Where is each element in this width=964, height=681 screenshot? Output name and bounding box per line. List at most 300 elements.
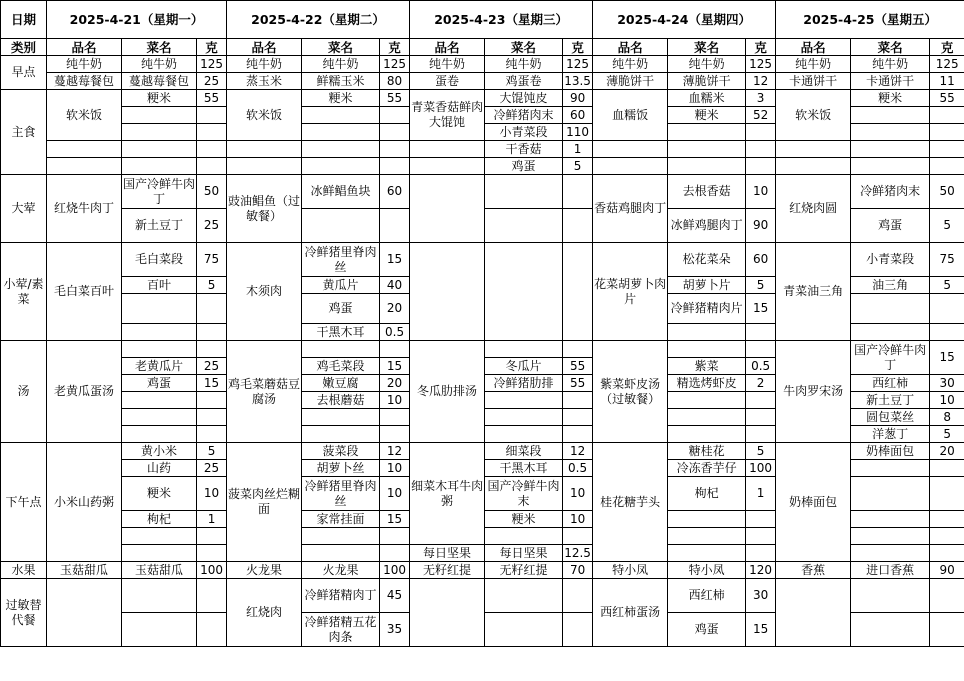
dish-name: 小米山药粥 <box>47 443 122 562</box>
empty-cell <box>197 528 227 545</box>
dish-name: 紫菜虾皮汤（过敏餐） <box>593 341 668 443</box>
empty-cell <box>668 158 746 175</box>
ingredient-name: 蔓越莓餐包 <box>122 73 197 90</box>
dish-col-header: 品名 <box>47 39 122 56</box>
ingredient-name: 粳米 <box>122 90 197 107</box>
dish-name: 鸡毛菜蘑菇豆腐汤 <box>227 341 302 443</box>
gram-col-header: 克 <box>197 39 227 56</box>
ingredient-name: 鸡蛋 <box>668 613 746 647</box>
empty-cell <box>930 141 964 158</box>
ingredient-name: 纯牛奶 <box>302 56 380 73</box>
ingredient-grams: 100 <box>197 562 227 579</box>
ingredient-grams: 10 <box>563 511 593 528</box>
empty-cell <box>380 426 410 443</box>
dish-name: 软米饭 <box>47 90 122 141</box>
ingredient-grams: 30 <box>746 579 776 613</box>
empty-cell <box>851 579 930 613</box>
ingredient-name: 纯牛奶 <box>851 56 930 73</box>
ingredient-name: 小青菜段 <box>851 243 930 277</box>
ingredient-name: 松花菜朵 <box>668 243 746 277</box>
ingredient-name: 胡萝卜片 <box>668 277 746 294</box>
empty-cell <box>197 124 227 141</box>
ingredient-grams: 10 <box>930 392 964 409</box>
dish-name: 细菜木耳牛肉粥 <box>410 443 485 545</box>
empty-cell <box>930 124 964 141</box>
dish-name: 特小凤 <box>593 562 668 579</box>
dish-name: 西红柿蛋汤 <box>593 579 668 647</box>
ingredient-name: 冬瓜片 <box>485 358 563 375</box>
ingredient-name: 糖桂花 <box>668 443 746 460</box>
ingredient-name: 冷鲜猪肉末 <box>485 107 563 124</box>
ingredient-name: 特小凤 <box>668 562 746 579</box>
ingredient-name: 鸡蛋卷 <box>485 73 563 90</box>
day-header: 2025-4-21（星期一） <box>47 1 227 39</box>
empty-cell <box>668 511 746 528</box>
empty-cell <box>122 324 197 341</box>
ingredient-grams: 60 <box>380 175 410 209</box>
empty-cell <box>485 613 563 647</box>
ingredient-grams: 10 <box>380 477 410 511</box>
empty-cell <box>851 528 930 545</box>
ingredient-grams: 11 <box>930 73 964 90</box>
empty-cell <box>668 409 746 426</box>
ingredient-name: 冷鲜猪精五花肉条 <box>302 613 380 647</box>
ingredient-name: 西红柿 <box>668 579 746 613</box>
ingredient-grams: 75 <box>930 243 964 277</box>
empty-cell <box>485 409 563 426</box>
dish-name: 蒸玉米 <box>227 73 302 90</box>
ingredient-grams: 90 <box>746 209 776 243</box>
ingredient-grams: 15 <box>380 243 410 277</box>
empty-cell <box>746 409 776 426</box>
ingredient-col-header: 菜名 <box>122 39 197 56</box>
empty-cell <box>122 579 197 613</box>
dish-name: 牛肉罗宋汤 <box>776 341 851 443</box>
ingredient-name: 小青菜段 <box>485 124 563 141</box>
ingredient-grams: 12 <box>563 443 593 460</box>
empty-cell <box>776 579 851 647</box>
empty-cell <box>302 528 380 545</box>
empty-cell <box>302 409 380 426</box>
empty-cell <box>563 175 593 209</box>
ingredient-col-header: 菜名 <box>668 39 746 56</box>
empty-cell <box>380 409 410 426</box>
dish-name: 纯牛奶 <box>227 56 302 73</box>
empty-cell <box>668 341 746 358</box>
empty-cell <box>668 124 746 141</box>
ingredient-name: 国产冷鲜牛肉末 <box>485 477 563 511</box>
empty-cell <box>197 341 227 358</box>
ingredient-grams: 125 <box>746 56 776 73</box>
dish-name: 红烧牛肉丁 <box>47 175 122 243</box>
ingredient-name: 圆包菜丝 <box>851 409 930 426</box>
empty-cell <box>122 124 197 141</box>
empty-cell <box>930 294 964 324</box>
ingredient-name: 紫菜 <box>668 358 746 375</box>
empty-cell <box>668 426 746 443</box>
empty-cell <box>380 141 410 158</box>
ingredient-name: 卡通饼干 <box>851 73 930 90</box>
ingredient-grams: 60 <box>746 243 776 277</box>
ingredient-grams: 10 <box>746 175 776 209</box>
dish-col-header: 品名 <box>227 39 302 56</box>
ingredient-name: 鸡蛋 <box>302 294 380 324</box>
empty-cell <box>930 528 964 545</box>
category-soup: 汤 <box>1 341 47 443</box>
ingredient-name: 新土豆丁 <box>122 209 197 243</box>
dish-name: 菠菜肉丝烂糊面 <box>227 443 302 562</box>
ingredient-name: 洋葱丁 <box>851 426 930 443</box>
empty-cell <box>851 141 930 158</box>
ingredient-grams: 1 <box>563 141 593 158</box>
gram-col-header: 克 <box>746 39 776 56</box>
empty-cell <box>746 141 776 158</box>
empty-cell <box>776 158 851 175</box>
ingredient-grams: 5 <box>197 443 227 460</box>
ingredient-name: 冷冻香芋仔 <box>668 460 746 477</box>
dish-name: 软米饭 <box>776 90 851 141</box>
empty-cell <box>47 141 122 158</box>
ingredient-name: 新土豆丁 <box>851 392 930 409</box>
ingredient-name: 粳米 <box>668 107 746 124</box>
ingredient-name: 粳米 <box>302 90 380 107</box>
ingredient-name: 家常挂面 <box>302 511 380 528</box>
ingredient-grams: 15 <box>380 358 410 375</box>
empty-cell <box>197 409 227 426</box>
empty-cell <box>380 107 410 124</box>
empty-cell <box>197 579 227 613</box>
empty-cell <box>851 294 930 324</box>
empty-cell <box>930 107 964 124</box>
ingredient-grams: 125 <box>197 56 227 73</box>
ingredient-grams: 0.5 <box>380 324 410 341</box>
empty-cell <box>197 141 227 158</box>
ingredient-grams: 55 <box>563 358 593 375</box>
ingredient-name: 奶棒面包 <box>851 443 930 460</box>
empty-cell <box>851 460 930 477</box>
empty-cell <box>851 545 930 562</box>
empty-cell <box>930 158 964 175</box>
empty-cell <box>746 528 776 545</box>
dish-name: 卡通饼干 <box>776 73 851 90</box>
dish-name: 薄脆饼干 <box>593 73 668 90</box>
empty-cell <box>380 528 410 545</box>
ingredient-grams: 35 <box>380 613 410 647</box>
empty-cell <box>410 175 485 243</box>
empty-cell <box>197 158 227 175</box>
empty-cell <box>746 392 776 409</box>
dish-name: 桂花糖芋头 <box>593 443 668 562</box>
day-header: 2025-4-22（星期二） <box>227 1 410 39</box>
ingredient-grams: 10 <box>563 477 593 511</box>
empty-cell <box>122 341 197 358</box>
dish-name: 玉菇甜瓜 <box>47 562 122 579</box>
empty-cell <box>563 579 593 613</box>
dish-name: 红烧肉圆 <box>776 175 851 243</box>
ingredient-grams: 80 <box>380 73 410 90</box>
ingredient-name: 玉菇甜瓜 <box>122 562 197 579</box>
empty-cell <box>227 158 302 175</box>
day-header: 2025-4-25（星期五） <box>776 1 964 39</box>
empty-cell <box>485 209 563 243</box>
ingredient-col-header: 菜名 <box>302 39 380 56</box>
empty-cell <box>668 324 746 341</box>
ingredient-name: 冷鲜猪精肉片 <box>668 294 746 324</box>
ingredient-name: 大馄饨皮 <box>485 90 563 107</box>
dish-name: 纯牛奶 <box>593 56 668 73</box>
empty-cell <box>227 141 302 158</box>
ingredient-name: 无籽红提 <box>485 562 563 579</box>
ingredient-name: 冰鲜鲳鱼块 <box>302 175 380 209</box>
empty-cell <box>851 511 930 528</box>
ingredient-name: 西红柿 <box>851 375 930 392</box>
ingredient-name: 薄脆饼干 <box>668 73 746 90</box>
ingredient-grams: 10 <box>380 392 410 409</box>
ingredient-grams: 125 <box>380 56 410 73</box>
ingredient-name: 枸杞 <box>122 511 197 528</box>
empty-cell <box>302 141 380 158</box>
empty-cell <box>302 107 380 124</box>
empty-cell <box>563 613 593 647</box>
ingredient-name: 国产冷鲜牛肉丁 <box>122 175 197 209</box>
category-veg: 小荤/素菜 <box>1 243 47 341</box>
ingredient-grams: 5 <box>930 426 964 443</box>
dish-col-header: 品名 <box>776 39 851 56</box>
ingredient-name: 干黑木耳 <box>302 324 380 341</box>
empty-cell <box>485 528 563 545</box>
day-header: 2025-4-24（星期四） <box>593 1 776 39</box>
ingredient-name: 油三角 <box>851 277 930 294</box>
category-allergy: 过敏替代餐 <box>1 579 47 647</box>
ingredient-name: 血糯米 <box>668 90 746 107</box>
category-breakfast: 早点 <box>1 56 47 90</box>
ingredient-name: 嫩豆腐 <box>302 375 380 392</box>
gram-col-header: 克 <box>563 39 593 56</box>
ingredient-grams: 10 <box>197 477 227 511</box>
ingredient-name: 去根蘑菇 <box>302 392 380 409</box>
ingredient-col-header: 菜名 <box>851 39 930 56</box>
date-label: 日期 <box>1 1 47 39</box>
category-meat: 大荤 <box>1 175 47 243</box>
ingredient-grams: 45 <box>380 579 410 613</box>
gram-col-header: 克 <box>930 39 964 56</box>
empty-cell <box>930 579 964 613</box>
empty-cell <box>302 209 380 243</box>
ingredient-name: 粳米 <box>851 90 930 107</box>
ingredient-grams: 40 <box>380 277 410 294</box>
empty-cell <box>410 141 485 158</box>
empty-cell <box>122 613 197 647</box>
dish-name: 血糯饭 <box>593 90 668 141</box>
empty-cell <box>197 324 227 341</box>
category-staple: 主食 <box>1 90 47 175</box>
dish-name: 老黄瓜蛋汤 <box>47 341 122 443</box>
empty-cell <box>563 528 593 545</box>
ingredient-name: 粳米 <box>122 477 197 511</box>
ingredient-grams: 12 <box>380 443 410 460</box>
empty-cell <box>563 426 593 443</box>
dish-name: 纯牛奶 <box>410 56 485 73</box>
ingredient-name: 枸杞 <box>668 477 746 511</box>
empty-cell <box>485 579 563 613</box>
empty-cell <box>930 613 964 647</box>
ingredient-grams: 25 <box>197 73 227 90</box>
empty-cell <box>485 341 563 358</box>
empty-cell <box>122 294 197 324</box>
ingredient-name: 毛白菜段 <box>122 243 197 277</box>
day-header: 2025-4-23（星期三） <box>410 1 593 39</box>
empty-cell <box>197 426 227 443</box>
ingredient-name: 山药 <box>122 460 197 477</box>
empty-cell <box>122 528 197 545</box>
empty-cell <box>563 209 593 243</box>
empty-cell <box>197 107 227 124</box>
empty-cell <box>197 613 227 647</box>
ingredient-grams: 1 <box>746 477 776 511</box>
ingredient-grams: 90 <box>563 90 593 107</box>
ingredient-name: 鸡毛菜段 <box>302 358 380 375</box>
empty-cell <box>122 158 197 175</box>
dish-name: 每日坚果 <box>410 545 485 562</box>
ingredient-name: 进口香蕉 <box>851 562 930 579</box>
ingredient-grams: 50 <box>930 175 964 209</box>
empty-cell <box>122 409 197 426</box>
ingredient-name: 冷鲜猪里脊肉丝 <box>302 477 380 511</box>
ingredient-name: 鸡蛋 <box>485 158 563 175</box>
empty-cell <box>197 294 227 324</box>
ingredient-grams: 100 <box>380 562 410 579</box>
ingredient-name: 粳米 <box>485 511 563 528</box>
dish-name: 无籽红提 <box>410 562 485 579</box>
ingredient-grams: 15 <box>746 613 776 647</box>
ingredient-grams: 0.5 <box>746 358 776 375</box>
dish-name: 蔓越莓餐包 <box>47 73 122 90</box>
empty-cell <box>302 158 380 175</box>
ingredient-grams: 0.5 <box>563 460 593 477</box>
empty-cell <box>746 158 776 175</box>
dish-name: 香蕉 <box>776 562 851 579</box>
ingredient-grams: 25 <box>197 460 227 477</box>
ingredient-name: 冷鲜猪肋排 <box>485 375 563 392</box>
empty-cell <box>380 158 410 175</box>
ingredient-grams: 75 <box>197 243 227 277</box>
empty-cell <box>668 528 746 545</box>
ingredient-name: 纯牛奶 <box>485 56 563 73</box>
ingredient-grams: 1 <box>197 511 227 528</box>
empty-cell <box>122 545 197 562</box>
ingredient-name: 百叶 <box>122 277 197 294</box>
empty-cell <box>851 324 930 341</box>
gram-col-header: 克 <box>380 39 410 56</box>
ingredient-grams: 125 <box>930 56 964 73</box>
ingredient-name: 国产冷鲜牛肉丁 <box>851 341 930 375</box>
ingredient-name: 鸡蛋 <box>851 209 930 243</box>
dish-name: 木须肉 <box>227 243 302 341</box>
ingredient-grams: 20 <box>380 294 410 324</box>
empty-cell <box>930 511 964 528</box>
ingredient-name: 老黄瓜片 <box>122 358 197 375</box>
empty-cell <box>563 341 593 358</box>
empty-cell <box>122 392 197 409</box>
empty-cell <box>930 324 964 341</box>
ingredient-name: 胡萝卜丝 <box>302 460 380 477</box>
empty-cell <box>851 158 930 175</box>
ingredient-name: 每日坚果 <box>485 545 563 562</box>
empty-cell <box>930 545 964 562</box>
empty-cell <box>485 426 563 443</box>
ingredient-grams: 12 <box>746 73 776 90</box>
ingredient-grams: 52 <box>746 107 776 124</box>
ingredient-grams: 50 <box>197 175 227 209</box>
dish-name: 花菜胡萝卜肉片 <box>593 243 668 341</box>
ingredient-name: 鸡蛋 <box>122 375 197 392</box>
dish-name: 红烧肉 <box>227 579 302 647</box>
empty-cell <box>851 477 930 511</box>
ingredient-name: 去根香菇 <box>668 175 746 209</box>
ingredient-grams: 120 <box>746 562 776 579</box>
empty-cell <box>380 124 410 141</box>
empty-cell <box>380 209 410 243</box>
dish-col-header: 品名 <box>410 39 485 56</box>
ingredient-grams: 5 <box>563 158 593 175</box>
empty-cell <box>930 460 964 477</box>
ingredient-grams: 70 <box>563 562 593 579</box>
ingredient-grams: 15 <box>380 511 410 528</box>
empty-cell <box>485 243 563 341</box>
empty-cell <box>410 158 485 175</box>
ingredient-name: 干黑木耳 <box>485 460 563 477</box>
ingredient-grams: 5 <box>746 443 776 460</box>
ingredient-name: 黄小米 <box>122 443 197 460</box>
dish-name: 冬瓜肋排汤 <box>410 341 485 443</box>
empty-cell <box>122 141 197 158</box>
empty-cell <box>197 545 227 562</box>
empty-cell <box>302 124 380 141</box>
ingredient-grams: 5 <box>746 277 776 294</box>
ingredient-grams: 15 <box>746 294 776 324</box>
empty-cell <box>746 511 776 528</box>
dish-name: 毛白菜百叶 <box>47 243 122 341</box>
empty-cell <box>47 579 122 647</box>
empty-cell <box>746 426 776 443</box>
empty-cell <box>122 107 197 124</box>
dish-name: 蛋卷 <box>410 73 485 90</box>
ingredient-grams: 55 <box>197 90 227 107</box>
empty-cell <box>746 324 776 341</box>
empty-cell <box>410 243 485 341</box>
ingredient-name: 纯牛奶 <box>668 56 746 73</box>
dish-name: 火龙果 <box>227 562 302 579</box>
ingredient-grams: 13.5 <box>564 73 591 88</box>
ingredient-grams: 15 <box>197 375 227 392</box>
dish-name: 豉油鲳鱼（过敏餐） <box>227 175 302 243</box>
ingredient-grams: 100 <box>746 460 776 477</box>
ingredient-name: 黄瓜片 <box>302 277 380 294</box>
empty-cell <box>197 392 227 409</box>
ingredient-grams: 30 <box>930 375 964 392</box>
ingredient-grams: 55 <box>380 90 410 107</box>
empty-cell <box>485 392 563 409</box>
empty-cell <box>930 477 964 511</box>
ingredient-grams: 25 <box>197 209 227 243</box>
ingredient-name: 纯牛奶 <box>122 56 197 73</box>
ingredient-grams: 90 <box>930 562 964 579</box>
empty-cell <box>563 392 593 409</box>
empty-cell <box>746 341 776 358</box>
empty-cell <box>380 341 410 358</box>
ingredient-name: 干香菇 <box>485 141 563 158</box>
dish-col-header: 品名 <box>593 39 668 56</box>
